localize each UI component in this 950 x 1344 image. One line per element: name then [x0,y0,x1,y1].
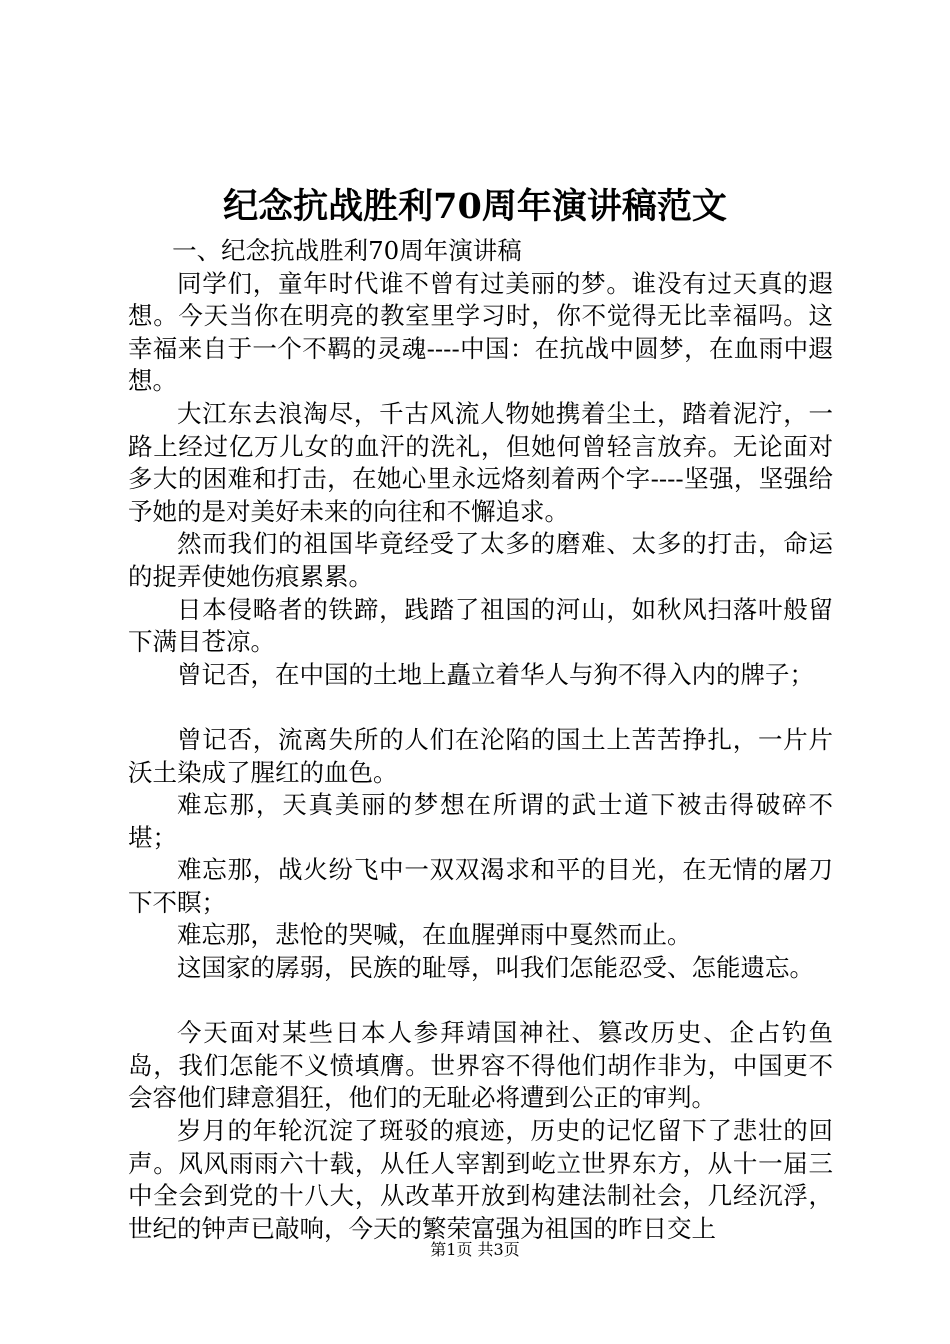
paragraph: 今天面对某些日本人参拜靖国神社、篡改历史、企占钓鱼岛，我们怎能不义愤填膺。世界容不得他们胡作非为，中国更不会容他们肆意猖狂，他们的无耻必将遭到公正的审判。 [128,1018,833,1113]
document-title: 纪念抗战胜利70周年演讲稿范文 [223,186,727,227]
paragraph: 大江东去浪淘尽，千古风流人物她携着尘土，踏着泥泞，一路上经过亿万儿女的血汗的洗礼，但她何曾轻言放弃。无论面对多大的困难和打击，在她心里永远烙刻着两个字----坚强，坚强给予她的是对美好未来的向往和不懈追求。 [128,398,833,526]
paragraph: 曾记否，流离失所的人们在沦陷的国土上苦苦挣扎，一片片沃土染成了腥红的血色。 [128,724,833,787]
page-footer: 第1页 共3页 [430,1240,520,1259]
blank-line [128,691,833,724]
paragraph: 岁月的年轮沉淀了斑驳的痕迹，历史的记忆留下了悲壮的回声。风风雨雨六十载，从任人宰割到屹立世界东方，从十一届三中全会到党的十八大，从改革开放到构建法制社会，几经沉浮，世纪的钟声已敲响，今天的繁荣富强为祖国的昨日交上 [128,1116,833,1243]
blank-line [128,985,833,1018]
paragraph: 难忘那，战火纷飞中一双双渴求和平的目光，在无情的屠刀下不瞑； [128,855,833,917]
paragraph: 难忘那，悲怆的哭喊，在血腥弹雨中戛然而止。 [177,920,692,950]
paragraph: 然而我们的祖国毕竟经受了太多的磨难、太多的打击，命运的捉弄使她伤痕累累。 [128,529,833,591]
paragraph: 难忘那，天真美丽的梦想在所谓的武士道下被击得破碎不堪； [128,790,833,852]
paragraph: 同学们，童年时代谁不曾有过美丽的梦。谁没有过天真的遐想。今天当你在明亮的教室里学习时，你不觉得无比幸福吗。这幸福来自于一个不羁的灵魂----中国：在抗战中圆梦，在血雨中遐想。 [128,268,833,396]
paragraph: 这国家的孱弱，民族的耻辱，叫我们怎能忍受、怎能遗忘。 [177,953,814,983]
section-heading: 一、纪念抗战胜利70周年演讲稿 [172,236,522,265]
paragraph: 日本侵略者的铁蹄，践踏了祖国的河山，如秋风扫落叶般留下满目苍凉。 [128,594,833,657]
paragraph: 曾记否，在中国的土地上矗立着华人与狗不得入内的牌子； [177,659,814,689]
document-body [128,235,833,1245]
